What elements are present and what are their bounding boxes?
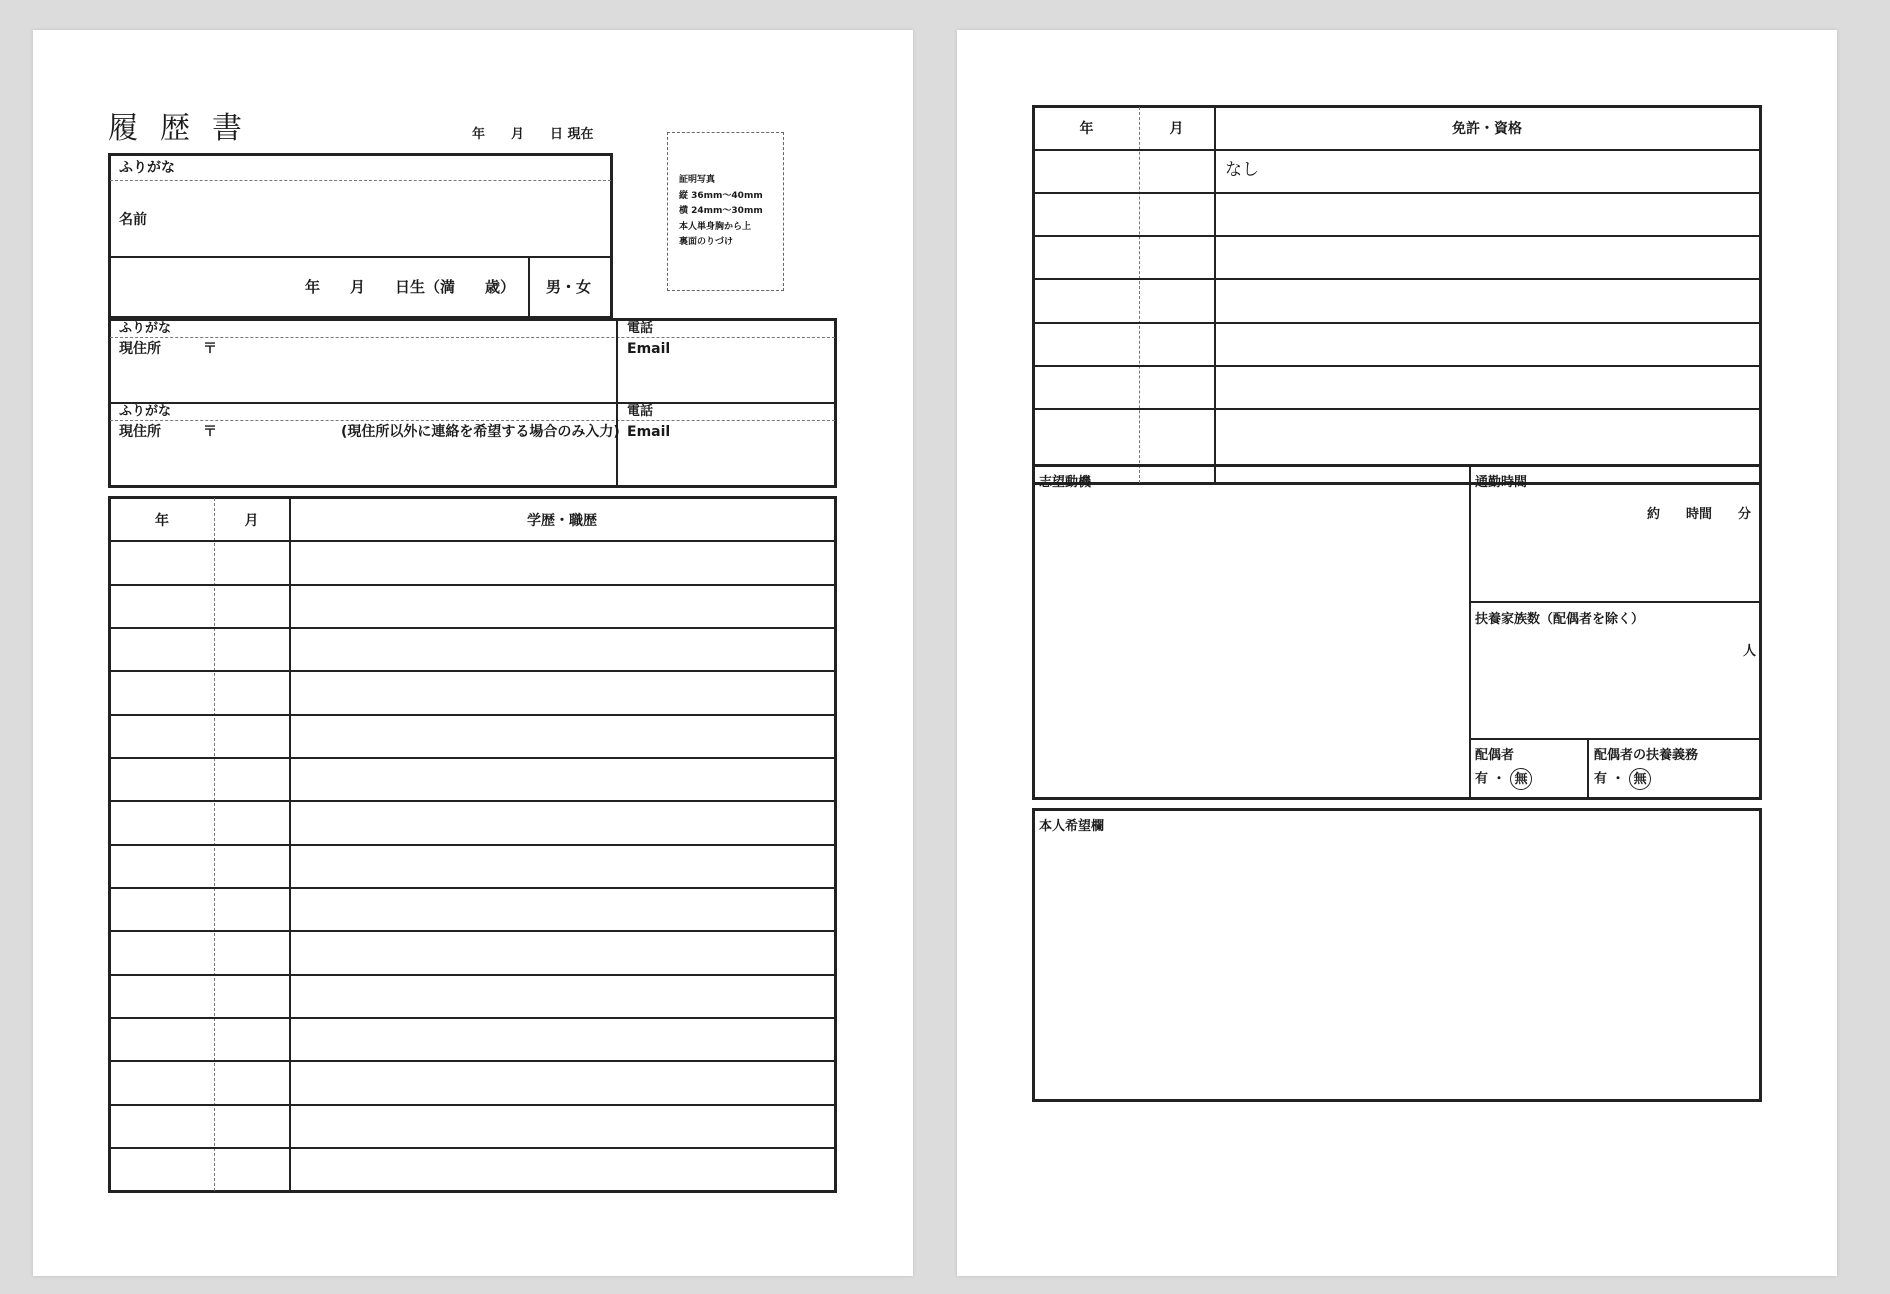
history-header-content: 学歴・職歴	[527, 513, 597, 529]
dependents-label: 扶養家族数（配偶者を除く）	[1475, 612, 1645, 627]
address2-furigana: ふりがな	[119, 404, 172, 419]
address2-postal: 〒	[203, 424, 217, 440]
history-header-month: 月	[244, 513, 259, 529]
spouse-support-no-circled[interactable]: 無	[1629, 768, 1651, 790]
motivation-label: 志望動機	[1039, 475, 1092, 490]
commute-label: 通勤時間	[1475, 475, 1528, 490]
address2-note: (現住所以外に連絡を希望する場合のみ入力)	[341, 424, 620, 440]
name-furigana-label: ふりがな	[119, 160, 175, 176]
licenses-table	[1032, 105, 1762, 485]
address1-email-label: Email	[627, 341, 671, 357]
photo-box[interactable]	[667, 132, 784, 291]
spouse-no-circled[interactable]: 無	[1510, 768, 1532, 790]
resume-title: 履歴書	[108, 111, 264, 146]
dependents-unit: 人	[1743, 644, 1757, 659]
birth-date-line: 年 月 日生（満 歳）	[305, 278, 516, 296]
licenses-header-month: 月	[1169, 121, 1184, 137]
address1-furigana: ふりがな	[119, 321, 172, 336]
date-line: 年 月 日 現在	[472, 127, 594, 142]
address1-label: 現住所	[119, 341, 161, 357]
address1-postal: 〒	[203, 341, 217, 357]
name-label: 名前	[119, 212, 147, 228]
spouse-yes[interactable]: 有	[1475, 771, 1489, 787]
history-header-year: 年	[155, 513, 169, 529]
address2-phone-label: 電話	[627, 404, 654, 419]
resume-page-1	[33, 30, 913, 1276]
spouse-support-yes[interactable]: 有	[1594, 771, 1608, 787]
license-entry-1[interactable]: なし	[1225, 160, 1259, 180]
wishes-section[interactable]	[1032, 808, 1762, 1102]
spouse-support-choice[interactable]: 有 ・ 無	[1594, 768, 1651, 790]
address2-label: 現住所	[119, 424, 161, 440]
photo-instructions: 証明写真 縦 36mm～40mm 横 24mm～30mm 本人単身胸から上 裏面のりづけ	[679, 175, 763, 247]
gender-choice[interactable]: 男・女	[546, 278, 592, 296]
commute-value[interactable]: 約 時間 分	[1647, 507, 1752, 522]
spouse-support-label: 配偶者の扶養義務	[1594, 748, 1699, 763]
licenses-header-year: 年	[1079, 121, 1094, 137]
address1-phone-label: 電話	[627, 321, 654, 336]
licenses-header-content: 免許・資格	[1452, 121, 1522, 137]
spouse-label: 配偶者	[1475, 748, 1515, 763]
spouse-choice[interactable]: 有 ・ 無	[1475, 768, 1532, 790]
wishes-label: 本人希望欄	[1039, 819, 1105, 834]
resume-page-2	[957, 30, 1837, 1276]
address2-email-label: Email	[627, 424, 671, 440]
